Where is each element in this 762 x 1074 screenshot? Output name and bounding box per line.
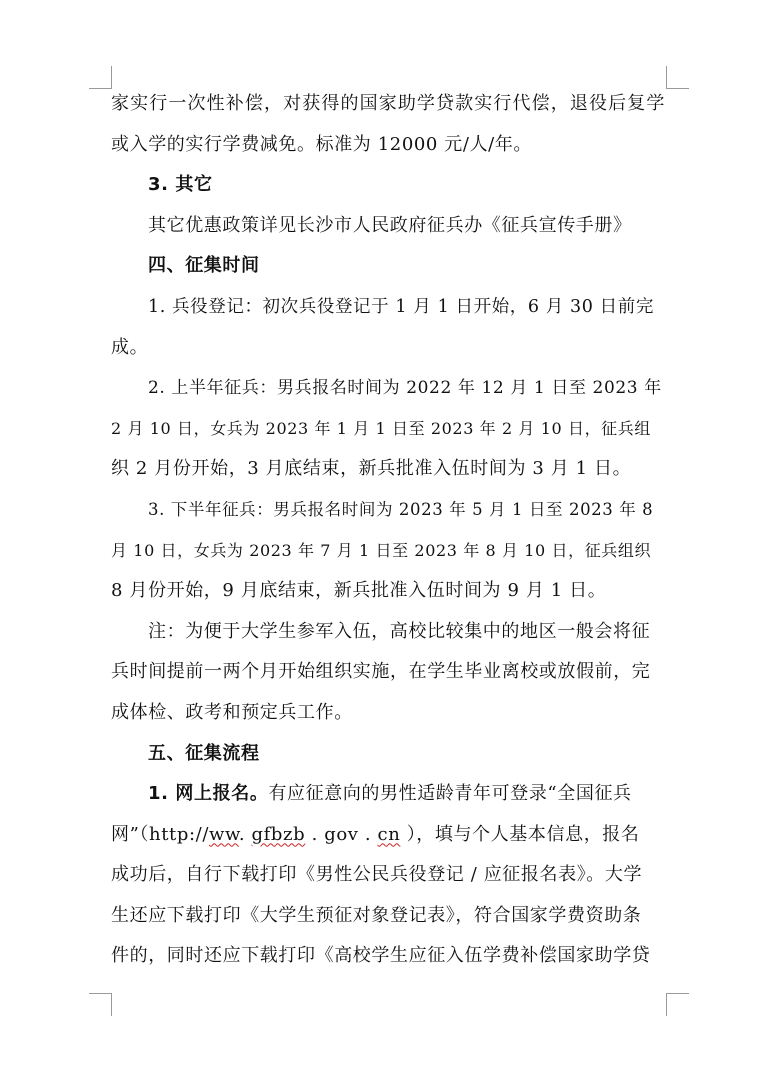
- paragraph-line: [111, 815, 665, 856]
- paragraph-line: 1. 兵役登记：初次兵役登记于 1 月 1 日开始，6 月 30 日前完: [148, 296, 654, 317]
- spellcheck-mark: ww: [208, 823, 239, 845]
- paragraph-line: [111, 774, 665, 815]
- document-page: [111, 84, 665, 977]
- paragraph-line: 家实行一次性补偿，对获得的国家助学贷款实行代偿，退役后复学: [111, 93, 665, 114]
- crop-mark-top-left: [89, 66, 112, 89]
- paragraph-line: 2. 上半年征兵：男兵报名时间为 2022 年 12 月 1 日至 2023 年: [148, 378, 662, 399]
- spellcheck-mark: cn: [377, 823, 401, 845]
- paragraph-line: 织 2 月份开始，3 月底结束，新兵批准入伍时间为 3 月 1 日。: [111, 458, 632, 480]
- paragraph-text: ），填与个人基本信息，报名: [400, 823, 640, 845]
- paragraph-line: 成功后，自行下载打印《男性公民兵役登记 / 应征报名表》。大学: [111, 864, 643, 886]
- section-heading: 3. 其它: [148, 174, 213, 196]
- paragraph-line: 件的，同时还应下载打印《高校学生应征入伍学费补偿国家助学贷: [111, 945, 651, 967]
- crop-mark-bottom-left: [89, 993, 112, 1016]
- spellcheck-mark: gfbzb: [251, 823, 306, 845]
- paragraph-line: 注：为便于大学生参军入伍，高校比较集中的地区一般会将征: [148, 620, 651, 642]
- paragraph-line: 成。: [111, 336, 149, 358]
- section-heading: 四、征集时间: [148, 255, 260, 277]
- crop-mark-bottom-right: [666, 993, 689, 1016]
- paragraph-line: 兵时间提前一两个月开始组织实施，在学生毕业离校或放假前，完: [111, 661, 651, 683]
- paragraph-line: 8 月份开始，9 月底结束，新兵批准入伍时间为 9 月 1 日。: [111, 580, 607, 602]
- step-title: 1. 网上报名。: [148, 783, 269, 805]
- paragraph-line: 或入学的实行学费减免。标准为 12000 元/人/年。: [111, 133, 533, 155]
- url-text: .: [238, 823, 252, 845]
- section-heading: 五、征集流程: [148, 742, 260, 764]
- paragraph-line: 成体检、政考和预定兵工作。: [111, 701, 353, 723]
- paragraph-line: 月 10 日，女兵为 2023 年 7 月 1 日至 2023 年 8 月 10 日，征兵组织: [111, 540, 652, 560]
- paragraph-line: 3. 下半年征兵：男兵报名时间为 2023 年 5 月 1 日至 2023 年 8: [148, 499, 654, 519]
- paragraph-line: 2 月 10 日，女兵为 2023 年 1 月 1 日至 2023 年 2 月 10 日，征兵组: [111, 418, 651, 438]
- step-text: 有应征意向的男性适龄青年可登录“全国征兵: [268, 783, 632, 805]
- url-text: . gov .: [305, 823, 378, 845]
- crop-mark-top-right: [666, 66, 689, 89]
- paragraph-line: 其它优惠政策详见长沙市人民政府征兵办《征兵宣传手册》: [148, 214, 632, 236]
- paragraph-line: 生还应下载打印《大学生预征对象登记表》，符合国家学费资助条: [111, 904, 642, 926]
- url-text: 网”（http://: [111, 823, 209, 845]
